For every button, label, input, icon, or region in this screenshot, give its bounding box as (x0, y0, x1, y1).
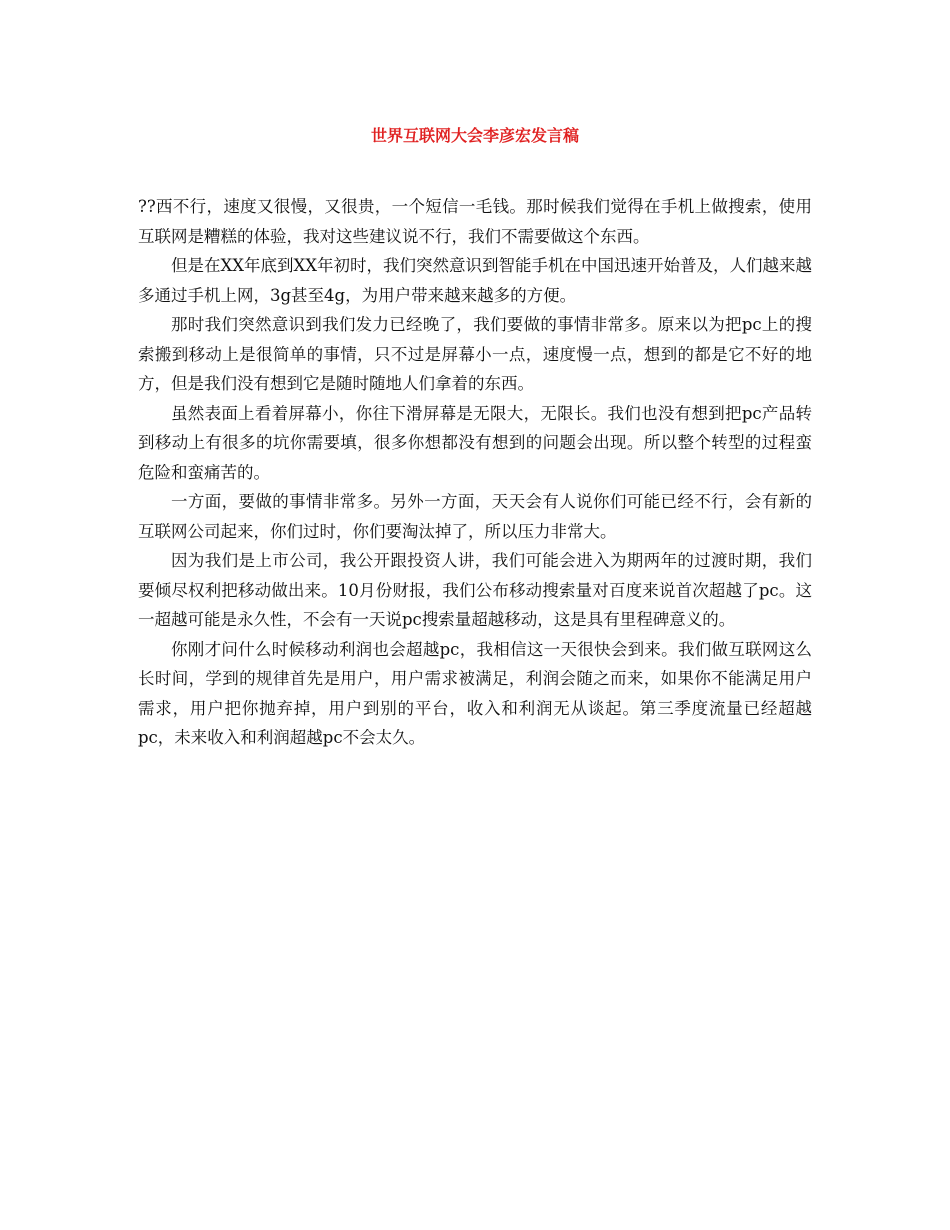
paragraph-7: 你刚才问什么时候移动利润也会超越pc，我相信这一天很快会到来。我们做互联网这么长时间，学到的规律首先是用户，用户需求被满足，利润会随之而来，如果你不能满足用户需求，用户把你抛弃掉，用户到别的平台，收入和利润无从谈起。第三季度流量已经超越pc，未来收入和利润超越pc不会太久。 (138, 639, 812, 747)
paragraph-1: ??西不行，速度又很慢，又很贵，一个短信一毛钱。那时候我们觉得在手机上做搜索，使用互联网是糟糕的体验，我对这些建议说不行，我们不需要做这个东西。 (138, 197, 812, 246)
document-title: 世界互联网大会李彦宏发言稿 (370, 126, 579, 145)
paragraph-3: 那时我们突然意识到我们发力已经晚了，我们要做的事情非常多。原来以为把pc上的搜索搬到移动上是很简单的事情，只不过是屏幕小一点，速度慢一点，想到的都是它不好的地方，但是我们没有想到它是随时随地人们拿着的东西。 (138, 315, 812, 393)
paragraph-5: 一方面，要做的事情非常多。另外一方面，天天会有人说你们可能已经不行，会有新的互联网公司起来，你们过时，你们要淘汰掉了，所以压力非常大。 (138, 492, 812, 541)
paragraph-2: 但是在XX年底到XX年初时，我们突然意识到智能手机在中国迅速开始普及，人们越来越多通过手机上网，3g甚至4g，为用户带来越来越多的方便。 (138, 256, 812, 305)
paragraph-4: 虽然表面上看着屏幕小，你往下滑屏幕是无限大，无限长。我们也没有想到把pc产品转到移动上有很多的坑你需要填，很多你想都没有想到的问题会出现。所以整个转型的过程蛮危险和蛮痛苦的。 (138, 403, 812, 482)
paragraph-6: 因为我们是上市公司，我公开跟投资人讲，我们可能会进入为期两年的过渡时期，我们要倾尽权利把移动做出来。10月份财报，我们公布移动搜索量对百度来说首次超越了pc。这一超越可能是永久性，不会有一天说pc搜索量超越移动，这是具有里程碑意义的。 (138, 551, 812, 629)
document-body (138, 192, 812, 753)
